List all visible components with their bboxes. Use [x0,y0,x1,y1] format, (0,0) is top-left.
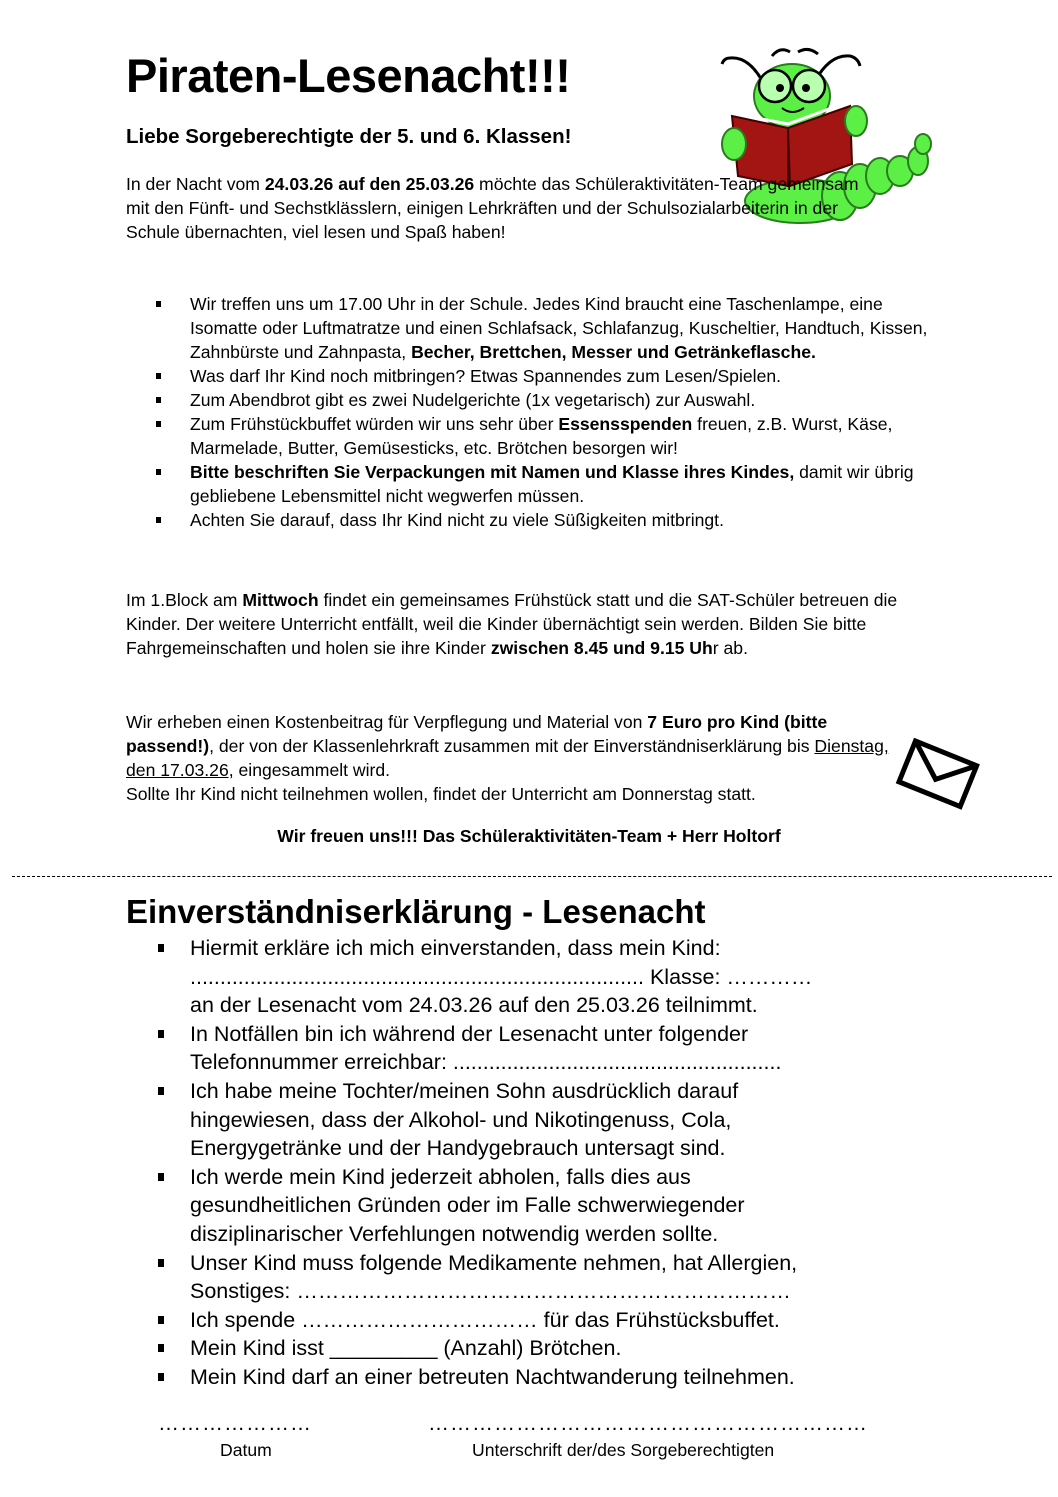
text: Im 1.Block am [126,590,243,610]
consent-text: Ich habe meine Tochter/meinen Sohn ausdrücklich darauf [190,1078,739,1103]
consent-item [150,1249,950,1306]
list-item [150,412,940,460]
bullet-icon [156,397,161,403]
text: , der von der Klassenlehrkraft zusammen mit der Einverständniserklärung bis [209,736,815,756]
consent-text: disziplinarischer Verfehlungen notwendig werden sollte. [190,1221,719,1246]
consent-text: Ich werde mein Kind jederzeit abholen, falls dies aus [190,1164,691,1189]
bullet-icon [156,517,161,523]
text: r ab. [712,638,748,658]
bullet-icon [156,421,161,427]
bullet-icon [158,1259,164,1267]
list-item-text: Zum Abendbrot gibt es zwei Nudelgerichte (1x vegetarisch) zur Auswahl. [190,390,756,410]
list-item-text: Was darf Ihr Kind noch mitbringen? Etwas Spannendes zum Lesen/Spielen. [190,366,782,386]
date-label: Datum [220,1440,272,1460]
cost-paragraph [126,710,916,806]
intro-text: In der Nacht vom [126,174,265,194]
consent-text: hingewiesen, dass der Alkohol- und Nikotingenuss, Cola, [190,1107,732,1132]
consent-item [150,1334,950,1363]
signature-label: Unterschrift der/des Sorgeberechtigten [472,1440,775,1460]
consent-form-title: Einverständniserklärung - Lesenacht [126,893,706,930]
list-item [150,292,940,364]
signature-field[interactable]: …………………………………………………… [428,1412,868,1435]
roll-count-field[interactable]: Mein Kind isst _________ (Anzahl) Brötchen. [190,1336,622,1361]
bullet-icon [158,1087,164,1095]
intro-dates: 24.03.26 auf den 25.03.26 [264,174,475,194]
consent-item [150,1163,950,1249]
night-hike-consent: Mein Kind darf an einer betreuten Nachtwanderung teilnehmen. [190,1364,795,1389]
intro-text-2: möchte das Schüleraktivitäten-Team gemeinsam mit den Fünft- und Sechstklässlern, einigen Lehrkräften und der Schulsozialarbeiterin in der Schule übernachten, viel lesen und Spaß haben! [126,174,859,242]
envelope-icon [892,738,984,814]
bullet-icon [156,301,161,307]
bullet-icon [158,1030,164,1038]
list-item [150,364,940,388]
list-item-text-2: freuen, z.B. Wurst, Käse, Marmelade, Butter, Gemüsesticks, etc. Brötchen besorgen wir! [190,414,893,458]
pickup-time-bold: zwischen 8.45 und 9.15 Uh [490,638,713,658]
list-item-bold: Essensspenden [558,414,693,434]
date-field[interactable]: ………………… [158,1412,312,1435]
text: eingesammelt wird. [233,760,391,780]
consent-form-list [150,934,950,1392]
list-item-bold: Becher, Brettchen, Messer und Getränkeflasche. [411,342,816,362]
consent-item [150,1363,950,1392]
bullet-icon [158,1173,164,1181]
consent-text: Energygetränke und der Handygebrauch untersagt sind. [190,1136,726,1161]
consent-text: gesundheitlichen Gründen oder im Falle schwerwiegender [190,1193,745,1218]
page-title: Piraten-Lesenacht!!! [126,49,571,102]
consent-item [150,1306,950,1335]
consent-text: Hiermit erkläre ich mich einverstanden, dass mein Kind: [190,936,721,960]
intro-paragraph [126,172,886,244]
list-item-text: Achten Sie darauf, dass Ihr Kind nicht zu viele Süßigkeiten mitbringt. [190,510,724,530]
info-list [150,292,940,532]
cost-bold: 7 Euro pro Kind (bitte passend!) [126,712,828,756]
bullet-icon [158,944,164,952]
deadline-date: Dienstag, den 17.03.26, [126,736,889,780]
list-item-text: damit wir übrig gebliebene Lebensmittel nicht wegwerfen müssen. [190,462,914,506]
medication-field[interactable]: Sonstiges: …………………………………………………………… [190,1279,791,1304]
text: Wir erheben einen Kostenbeitrag für Verpflegung und Material von [126,712,648,732]
list-item [150,460,940,508]
consent-item [150,1077,950,1163]
bullet-icon [158,1373,164,1381]
list-item [150,508,940,532]
greeting-heading: Liebe Sorgeberechtigte der 5. und 6. Klassen! [126,125,572,148]
list-item-bold: Bitte beschriften Sie Verpackungen mit Namen und Klasse ihres Kindes, [190,462,795,482]
text: findet ein gemeinsames Frühstück statt und die SAT-Schüler betreuen die Kinder. Der weitere Unterricht entfällt, weil die Kinder übernächtigt sein werden. Bilden Sie bitte Fahrgemeinschaften und holen sie ihre Kinder [126,590,898,658]
weekday-bold: Mittwoch [242,590,319,610]
consent-item [150,1020,950,1077]
cut-line-divider [12,876,1052,877]
list-item-text: Wir treffen uns um 17.00 Uhr in der Schule. Jedes Kind braucht eine Taschenlampe, eine Isomatte oder Luftmatratze und einen Schlafsack, Schlafanzug, Kuscheltier, Handtuch, Kissen, Zahnbürste und Zahnpasta, [190,294,928,362]
donation-field[interactable]: Ich spende …………………………… für das Frühstücksbuffet. [190,1307,780,1332]
breakfast-paragraph [126,588,946,660]
consent-text: Unser Kind muss folgende Medikamente nehmen, hat Allergien, [190,1250,798,1275]
bullet-icon [158,1344,164,1352]
closing-signature: Wir freuen uns!!! Das Schüleraktivitäten-Team + Herr Holtorf [277,826,781,846]
text: Sollte Ihr Kind nicht teilnehmen wollen, findet der Unterricht am Donnerstag statt. [126,784,756,804]
consent-item [150,934,950,1020]
consent-text: In Notfällen bin ich während der Lesenacht unter folgender [190,1021,749,1046]
bullet-icon [156,373,161,379]
bullet-icon [156,469,161,475]
consent-text: an der Lesenacht vom 24.03.26 auf den 25.03.26 teilnimmt. [190,993,758,1018]
list-item [150,388,940,412]
child-name-class-field[interactable]: ............................................................................ Klasse: ………… [190,964,813,989]
list-item-text: Zum Frühstückbuffet würden wir uns sehr über [190,414,559,434]
phone-number-field[interactable]: Telefonnummer erreichbar: ....................................................... [190,1050,782,1075]
bullet-icon [158,1316,164,1324]
